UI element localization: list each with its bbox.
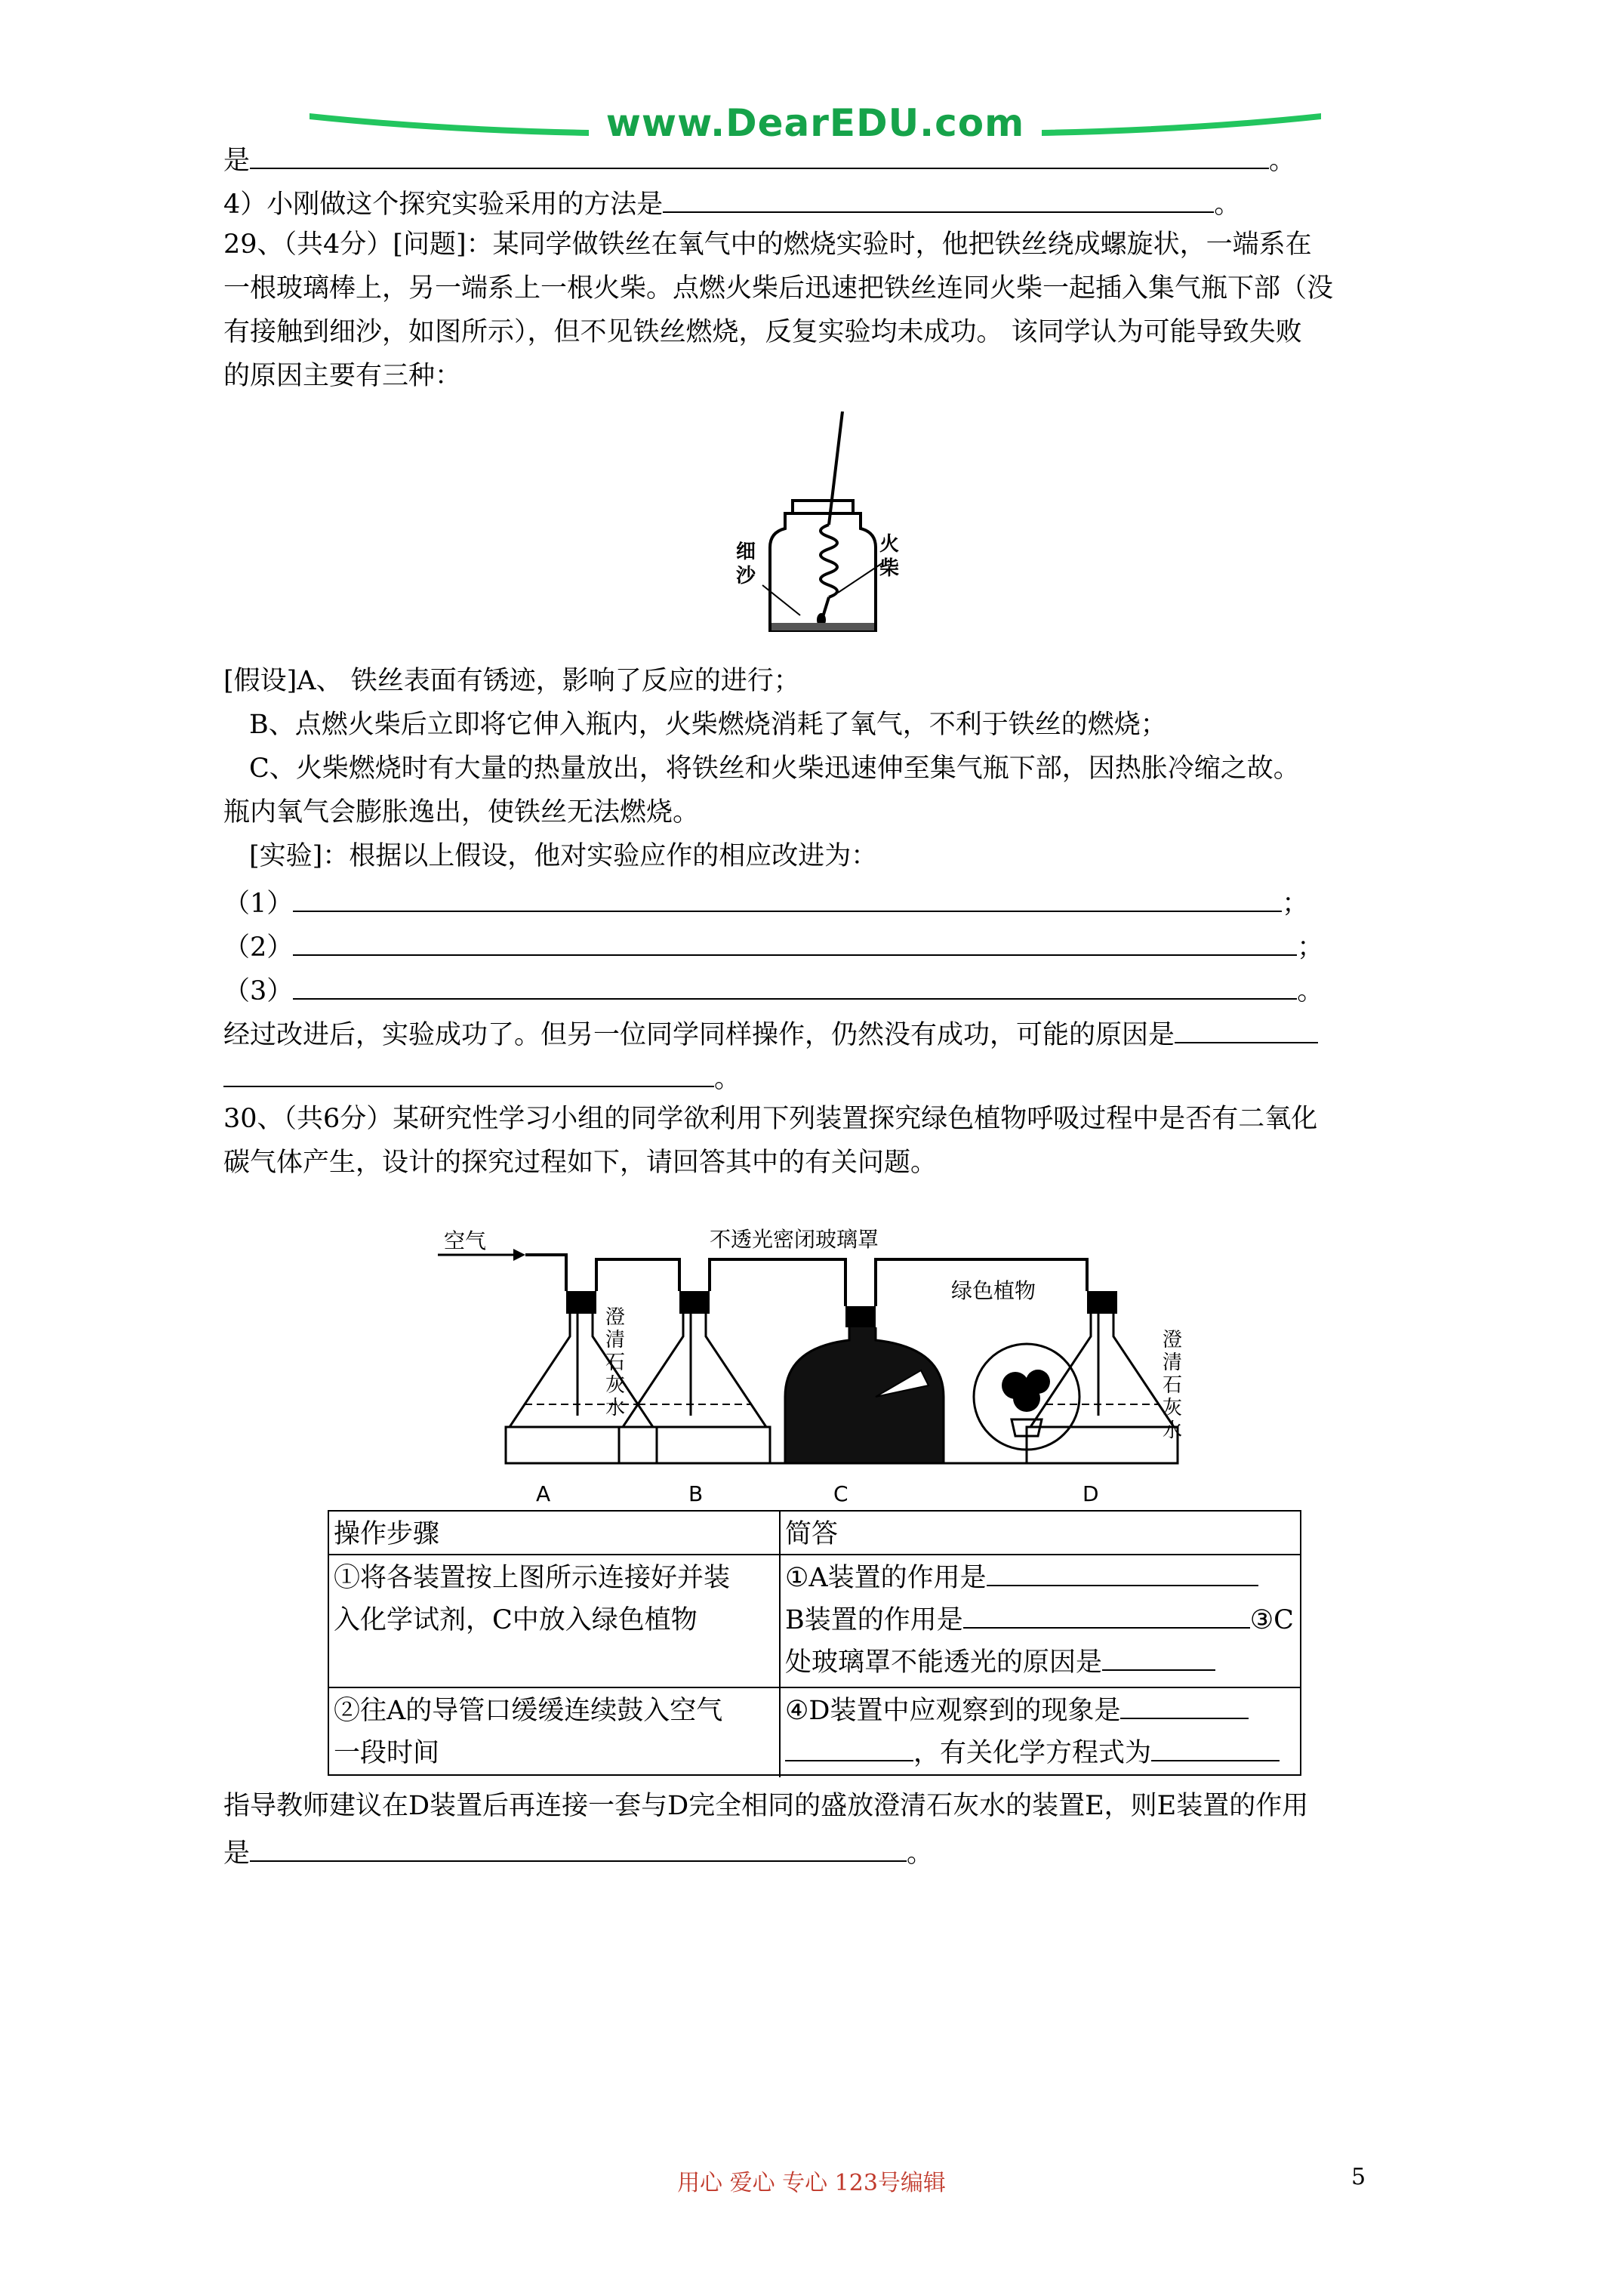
answer-a-row: ①A装置的作用是 xyxy=(785,1557,1258,1599)
q29-after: 经过改进后，实验成功了。但另一位同学同样操作，仍然没有成功，可能的原因是 xyxy=(223,1015,1318,1052)
teacher-answer-line: 是 。 xyxy=(223,1833,933,1870)
answer-line-3: （3） 。 xyxy=(223,971,1323,1008)
cover-label: 不透光密闭玻璃罩 xyxy=(710,1227,879,1252)
hypothesis-c: C、火柴燃烧时有大量的热量放出，将铁丝和火柴迅速伸至集气瓶下部，因热胀冷缩之故。 xyxy=(249,754,1300,784)
match-label: 火 柴 xyxy=(879,533,900,580)
q30-line-1: 30、（共6分）某研究性学习小组的同学欲利用下列装置探究绿色植物呼吸过程中是否有二氧化 xyxy=(223,1104,1318,1134)
fine-sand-label: 细 沙 xyxy=(736,541,756,587)
step-2-line-2: 一段时间 xyxy=(334,1738,440,1768)
answer-c-row: 处玻璃罩不能透光的原因是 xyxy=(785,1641,1215,1684)
table-header-steps: 操作步骤 xyxy=(334,1519,440,1549)
table-divider xyxy=(779,1512,781,1777)
answer-blank[interactable] xyxy=(293,971,1297,1000)
answer-blank[interactable] xyxy=(963,1600,1250,1629)
hypothesis-a: [假设]A、 铁丝表面有锈迹，影响了反应的进行； xyxy=(223,666,800,696)
label-a: A xyxy=(536,1481,551,1506)
apparatus-figure xyxy=(423,1223,1193,1472)
answer-blank[interactable] xyxy=(293,883,1282,912)
teacher-suggestion: 指导教师建议在D装置后再连接一套与D完全相同的盛放澄清石灰水的装置E，则E装置的作用 xyxy=(223,1791,1309,1821)
apparatus-diagram-icon xyxy=(423,1223,1193,1472)
answer-blank[interactable] xyxy=(223,1059,714,1087)
table-divider xyxy=(329,1687,1301,1688)
answer-b-row: B装置的作用是 ③C xyxy=(785,1599,1301,1641)
answer-blank[interactable] xyxy=(1151,1733,1280,1761)
answer-d-row: ④D装置中应观察到的现象是 xyxy=(785,1690,1249,1732)
q28-4: 4）小刚做这个探究实验采用的方法是 。 xyxy=(223,184,1240,221)
step-1-line-1: ①将各装置按上图所示连接好并装 xyxy=(334,1563,731,1593)
plant-label: 绿色植物 xyxy=(951,1278,1036,1303)
q29-line-3: 有接触到细沙，如图所示），但不见铁丝燃烧，反复实验均未成功。 该同学认为可能导致失败 xyxy=(223,317,1302,347)
site-logo-text[interactable]: www.DearEDU.com xyxy=(605,101,1025,145)
answer-blank[interactable] xyxy=(1175,1015,1318,1043)
answer-blank[interactable] xyxy=(293,927,1297,956)
hypothesis-b: B、点燃火柴后立即将它伸入瓶内，火柴燃烧消耗了氧气，不利于铁丝的燃烧； xyxy=(249,710,1167,740)
answer-blank[interactable] xyxy=(1102,1642,1215,1671)
iron-wire-jar-figure xyxy=(725,411,913,646)
step-1-line-2: 入化学试剂，C中放入绿色植物 xyxy=(334,1605,698,1635)
table-header-answer: 简答 xyxy=(785,1519,839,1549)
operation-table xyxy=(328,1510,1301,1776)
label-b: B xyxy=(688,1481,704,1506)
answer-line-1: （1） ； xyxy=(223,883,1308,920)
label-d: D xyxy=(1083,1481,1099,1506)
q29-line-4: 的原因主要有三种： xyxy=(223,361,462,391)
answer-line-2: （2） ； xyxy=(223,927,1323,964)
answer-blank[interactable] xyxy=(250,140,1269,169)
page-footer: 用心 爱心 专心 123号编辑 xyxy=(677,2170,946,2196)
air-label: 空气 xyxy=(444,1228,487,1253)
limewater-label-d: 澄 清 石 灰 水 xyxy=(1163,1329,1183,1442)
q29-line-2: 一根玻璃棒上，另一端系上一根火柴。点燃火柴后迅速把铁丝连同火柴一起插入集气瓶下部（没 xyxy=(223,273,1334,304)
page-number: 5 xyxy=(1351,2164,1366,2190)
experiment-intro: [实验]：根据以上假设，他对实验应作的相应改进为： xyxy=(249,841,878,871)
q29-after-cont: 。 xyxy=(223,1059,741,1096)
answer-blank[interactable] xyxy=(987,1558,1258,1586)
hypothesis-c-cont: 瓶内氧气会膨胀逸出，使铁丝无法燃烧。 xyxy=(223,797,700,827)
q29-line-1: 29、（共4分）[问题]：某同学做铁丝在氧气中的燃烧实验时，他把铁丝绕成螺旋状，一端系在 xyxy=(223,230,1312,260)
q30-line-2: 碳气体产生，设计的探究过程如下，请回答其中的有关问题。 xyxy=(223,1148,938,1178)
label-c: C xyxy=(833,1481,848,1506)
answer-blank[interactable] xyxy=(250,1833,907,1862)
q28-answer-line: 是 。 xyxy=(223,140,1295,177)
step-2-line-1: ②往A的导管口缓缓连续鼓入空气 xyxy=(334,1696,723,1726)
answer-blank[interactable] xyxy=(663,184,1214,213)
answer-blank[interactable] xyxy=(1120,1690,1249,1719)
answer-blank[interactable] xyxy=(785,1733,913,1761)
answer-d-row-2: ，有关化学方程式为 xyxy=(785,1732,1280,1774)
gas-jar-icon xyxy=(725,411,913,646)
limewater-label-b: 澄 清 石 灰 水 xyxy=(605,1306,626,1419)
